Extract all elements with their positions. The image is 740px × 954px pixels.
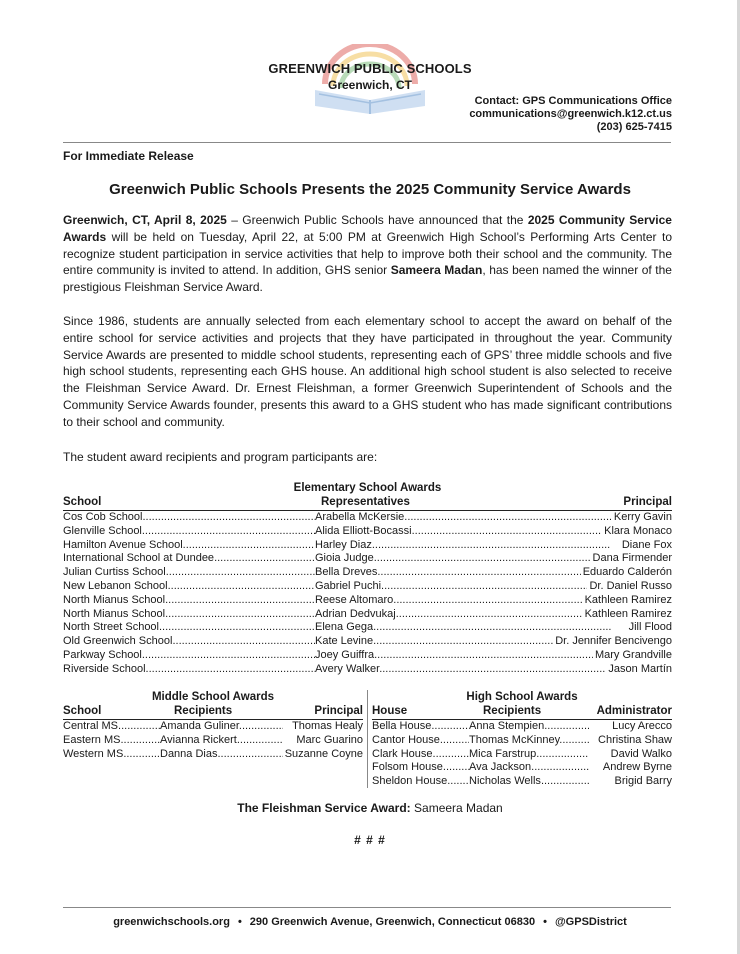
header-divider [63, 142, 671, 143]
principal-name: Kathleen Ramirez [584, 607, 672, 620]
principal-name: Marc Guarino [296, 733, 363, 746]
representative-name: Avery Walker ..... [315, 663, 611, 677]
elementary-row [63, 511, 672, 525]
org-location: Greenwich, CT [327, 78, 413, 92]
page-title: Greenwich Public Schools Presents the 2025 Community Service Awards [109, 181, 631, 198]
footer-website[interactable]: greenwichschools.org [113, 916, 230, 928]
house-name: Folsom House ..... [372, 761, 469, 775]
fleishman-winner: Sameera Madan [414, 801, 503, 815]
col-school: School [63, 496, 102, 508]
elementary-title: Elementary School Awards [293, 482, 442, 494]
principal-name: Dr. Daniel Russo [589, 579, 672, 592]
col-recipients: Recipients [174, 705, 233, 717]
recipient-name: Anna Stempien ..... [469, 720, 589, 734]
school-name: Glenville School ..... [63, 525, 315, 539]
elementary-table [63, 496, 672, 677]
school-name: Western MS ..... [63, 748, 160, 762]
table-divider [367, 690, 368, 788]
footer [0, 916, 740, 928]
footer-social[interactable]: @GPSDistrict [554, 916, 627, 928]
elementary-header [63, 496, 672, 511]
intro-paragraph [63, 212, 672, 296]
history-paragraph: Since 1986, students are annually selected from each elementary school to accept the award on behalf of the entire school for service activities and projects that they have participated in throughout the year. Community Service Awards are presented to middle school students, representing each of GPS’ three middle schools and five high school students, representing each GHS house. An additional high school student is also selected to receive the Fleishman Service Award. Dr. Ernest Fleishman, a former Greenwich Superintendent of Schools and the Community Service Awards founder, presents this award to a GHS student who has made significant contributions to their school and community. [63, 314, 672, 429]
high-row [372, 734, 672, 748]
high-row [372, 775, 672, 789]
principal-name: Kathleen Ramirez [584, 593, 672, 606]
fleishman-label: The Fleishman Service Award: [237, 801, 411, 815]
middle-title: Middle School Awards [151, 691, 275, 703]
col-school: School [63, 705, 102, 717]
representative-name: Gioia Judge ..... [315, 552, 611, 566]
col-recipients: Recipients [483, 705, 542, 717]
school-name: Riverside School ..... [63, 663, 315, 677]
school-name: Julian Curtiss School ..... [63, 566, 315, 580]
high-row [372, 748, 672, 762]
representative-name: Joey Guiffra ..... [315, 649, 611, 663]
representative-name: Kate Levine ..... [315, 635, 611, 649]
elementary-row [63, 649, 672, 663]
col-house: House [372, 705, 408, 717]
principal-name: Dana Firmender [592, 552, 672, 565]
house-name: Clark House ..... [372, 748, 469, 762]
house-name: Bella House ..... [372, 720, 469, 734]
school-name: Parkway School ..... [63, 649, 315, 663]
elementary-row [63, 663, 672, 677]
house-name: Sheldon House ..... [372, 775, 469, 789]
representative-name: Bella Dreves ..... [315, 566, 611, 580]
elementary-row [63, 539, 672, 553]
contact-label: Contact: GPS Communications Office [474, 95, 672, 107]
recipients-intro: The student award recipients and program participants are: [63, 450, 378, 464]
principal-name: Jill Flood [628, 621, 672, 634]
representative-name: Reese Altomaro ..... [315, 594, 611, 608]
school-name: New Lebanon School ..... [63, 580, 315, 594]
footer-separator: • [237, 916, 242, 928]
recipient-name: Avianna Rickert ..... [160, 734, 283, 748]
principal-name: Jason Martín [608, 662, 672, 675]
release-label: For Immediate Release [63, 149, 194, 163]
end-mark: # # # [354, 833, 386, 847]
representative-name: Adrian Dedvukaj ..... [315, 608, 611, 622]
representative-name: Harley Diaz ..... [315, 539, 611, 553]
winner-name: Sameera Madan [390, 263, 483, 278]
contact-phone: (203) 625-7415 [596, 121, 672, 133]
school-name: Hamilton Avenue School ..... [63, 539, 315, 553]
administrator-name: Christina Shaw [598, 733, 672, 746]
administrator-name: Andrew Byrne [602, 761, 672, 774]
middle-header [63, 705, 363, 720]
middle-row [63, 748, 363, 762]
principal-name: Eduardo Calderón [582, 566, 672, 579]
contact-email[interactable]: communications@greenwich.k12.ct.us [469, 108, 672, 120]
school-name: International School at Dundee ..... [63, 552, 315, 566]
principal-name: Mary Grandville [594, 648, 672, 661]
representative-name: Alida Elliott-Bocassi ..... [315, 525, 611, 539]
elementary-row [63, 566, 672, 580]
recipient-name: Nicholas Wells ..... [469, 775, 589, 789]
middle-row [63, 734, 363, 748]
recipient-name: Danna Dias ..... [160, 748, 283, 762]
recipient-name: Mica Farstrup ..... [469, 748, 589, 762]
awards-name: 2025 Community Service Awards [63, 213, 672, 244]
high-row [372, 720, 672, 734]
recipient-name: Thomas McKinney ..... [469, 734, 589, 748]
representative-name: Elena Gega ..... [315, 621, 611, 635]
col-principal: Principal [623, 496, 672, 508]
footer-address: 290 Greenwich Avenue, Greenwich, Connecticut 06830 [249, 916, 536, 928]
elementary-row [63, 635, 672, 649]
intro-text-3: , has been named the winner of the prestigious Fleishman Service Award. [63, 263, 672, 295]
footer-separator: • [543, 916, 547, 928]
fleishman-award [0, 801, 740, 815]
col-administrator: Administrator [596, 705, 672, 717]
school-name: Cos Cob School ..... [63, 511, 315, 525]
elementary-row [63, 552, 672, 566]
house-name: Cantor House ..... [372, 734, 469, 748]
principal-name: Diane Fox [621, 538, 672, 551]
high-row [372, 761, 672, 775]
representative-name: Gabriel Puchi ..... [315, 580, 611, 594]
administrator-name: Lucy Arecco [612, 720, 672, 732]
middle-row [63, 720, 363, 734]
administrator-name: David Walko [610, 747, 672, 760]
principal-name: Thomas Healy [292, 720, 363, 732]
school-name: Central MS ..... [63, 720, 160, 734]
elementary-row [63, 525, 672, 539]
high-title: High School Awards [466, 691, 578, 703]
intro-text-1: – Greenwich Public Schools have announced that the [226, 213, 528, 227]
recipient-name: Amanda Guliner ..... [160, 720, 283, 734]
recipient-name: Ava Jackson ..... [469, 761, 589, 775]
high-table [372, 691, 672, 789]
school-name: Eastern MS ..... [63, 734, 160, 748]
school-name: North Street School ..... [63, 621, 315, 635]
middle-table [63, 691, 363, 761]
principal-name: Kerry Gavin [613, 511, 672, 523]
administrator-name: Brigid Barry [614, 775, 672, 788]
col-principal: Principal [314, 705, 363, 717]
elementary-row [63, 608, 672, 622]
representative-name: Arabella McKersie ..... [315, 511, 611, 525]
col-representatives: Representatives [321, 496, 410, 508]
school-name: North Mianus School ..... [63, 608, 315, 622]
school-name: Old Greenwich School ..... [63, 635, 315, 649]
principal-name: Suzanne Coyne [284, 747, 363, 760]
elementary-row [63, 621, 672, 635]
dateline: Greenwich, CT, April 8, 2025 [63, 213, 227, 227]
intro-text-2: will be held on Tuesday, April 22, at 5:00 PM at Greenwich High School’s Performing Arts Center to recognize student participation in service activities that help to improve both their school and the community. The entire community is invited to attend. In addition, GHS senior [63, 229, 672, 278]
principal-name: Dr. Jennifer Bencivengo [555, 635, 672, 648]
contact-block [469, 95, 672, 134]
elementary-row [63, 594, 672, 608]
principal-name: Klara Monaco [604, 524, 672, 537]
footer-divider [63, 907, 671, 908]
school-name: North Mianus School ..... [63, 594, 315, 608]
high-header [372, 705, 672, 720]
elementary-row [63, 580, 672, 594]
org-title: GREENWICH PUBLIC SCHOOLS [268, 61, 472, 76]
